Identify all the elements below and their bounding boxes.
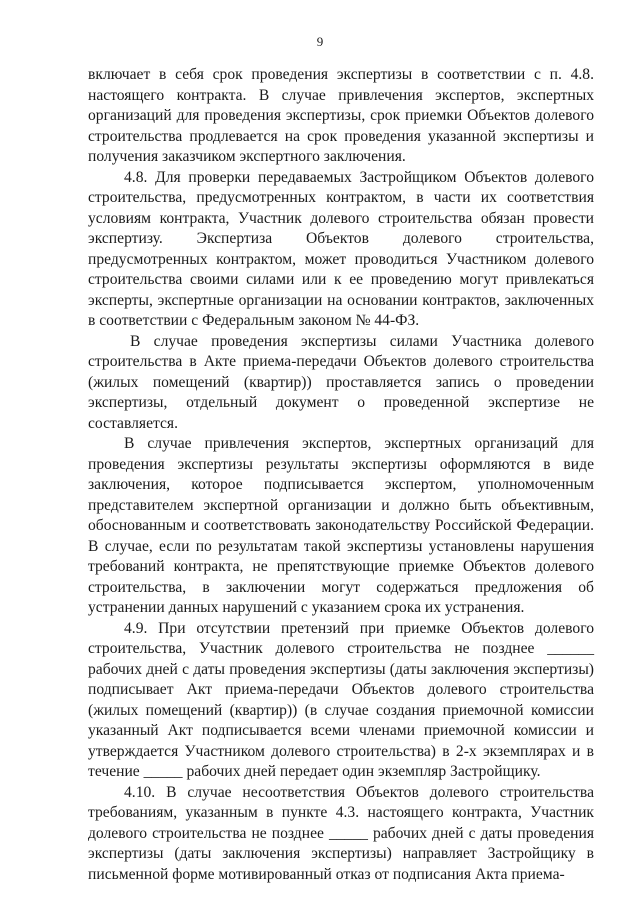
paragraph-4-10: 4.10. В случае несоответствия Объектов долевого строительства требованиям, указанным в пункте 4.3. настоящего контракта, Участник долевого строительства не позднее _____ рабочих дней с даты проведения экспертизы (даты заключения экспертизы) направляет Застройщику в письменной форме мотивированный отказ от подписания Акта приема- <box>88 783 594 883</box>
paragraph-expertise-by-participant: В случае проведения экспертизы силами Участника долевого строительства в Акте приема-передачи Объектов долевого строительства (жилых помещений (квартир)) проставляется запись о проведении экспертизы, отдельный документ о проведенной экспертизе не составляется. <box>88 332 594 432</box>
paragraph-continuation: включает в себя срок проведения экспертизы в соответствии с п. 4.8. настоящего контракта. В случае привлечения экспертов, экспертных организаций для проведения экспертизы, срок приемки Объектов долевого строительства продлевается на срок проведения указанной экспертизы и получения заказчиком экспертного заключения. <box>88 66 594 165</box>
paragraph-expertise-by-experts: В случае привлечения экспертов, экспертных организаций для проведения экспертизы результаты экспертизы оформляются в виде заключения, которое подписывается экспертом, уполномоченным представителем экспертной организации и должно быть объективным, обоснованным и соответствовать законодательству Российской Федерации. В случае, если по результатам такой экспертизы установлены нарушения требований контракта, не препятствующие приемке Объектов долевого строительства, в заключении могут содержаться предложения об устранении данных нарушений с указанием срока их устранения. <box>88 435 594 616</box>
paragraph-4-9: 4.9. При отсутствии претензий при приемке Объектов долевого строительства, Участник долевого строительства не позднее ______ рабочих дней с даты проведения экспертизы (даты заключения экспертизы) подписывает Акт приема-передачи Объектов долевого строительства (жилых помещений (квартир)) (в случае создания приемочной комиссии указанный Акт подписывается всеми членами приемочной комиссии и утверждается Участником долевого строительства) в 2-х экземплярах и в течение _____ рабочих дней передает один экземпляр Застройщику. <box>88 619 594 780</box>
page-number: 9 <box>316 34 324 49</box>
document-body <box>88 65 594 885</box>
paragraph-4-8: 4.8. Для проверки передаваемых Застройщиком Объектов долевого строительства, предусмотренных контрактом, в части их соответствия условиям контракта, Участник долевого строительства обязан провести экспертизу. Экспертиза Объектов долевого строительства, предусмотренных контрактом, может проводиться Участником долевого строительства своими силами или к ее проведению могут привлекаться эксперты, экспертные организации на основании контрактов, заключенных в соответствии с Федеральным законом № 44-ФЗ. <box>88 168 594 329</box>
